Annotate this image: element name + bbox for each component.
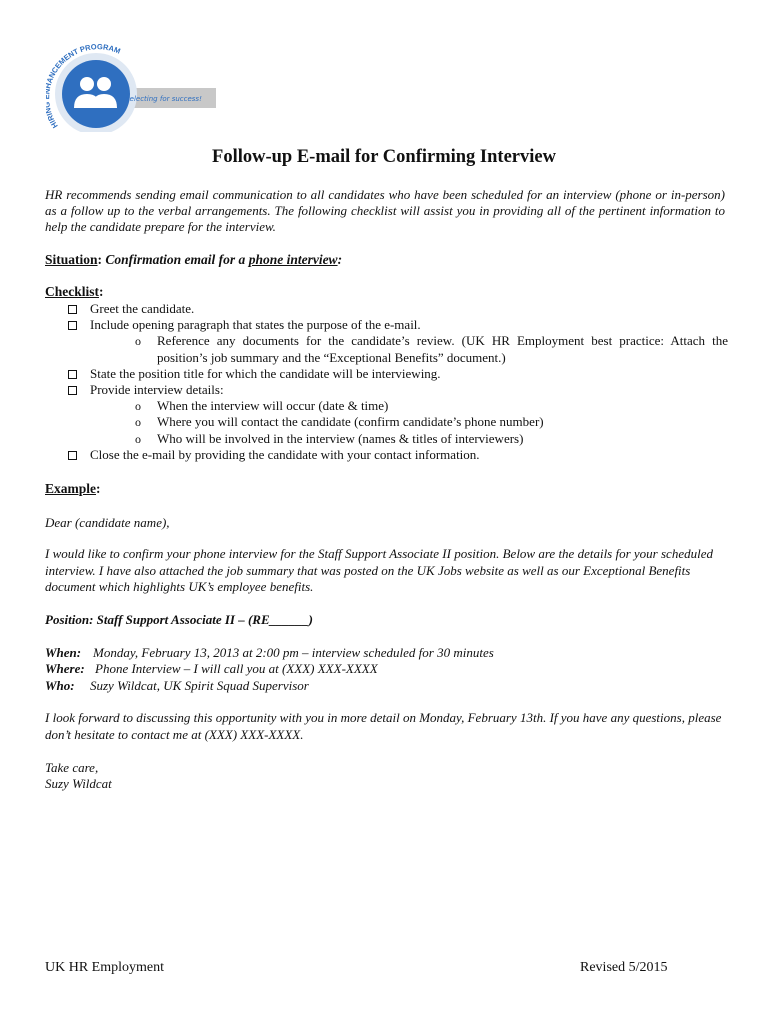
checklist-item: Greet the candidate.: [68, 301, 728, 317]
letter-signoff: Take care,: [45, 760, 99, 775]
checkbox-icon: [68, 370, 77, 379]
situation-label: Situation: [45, 252, 98, 267]
situation-text: Confirmation email for a: [105, 252, 249, 267]
checkbox-icon: [68, 305, 77, 314]
page-title: Follow-up E-mail for Confirming Interview: [212, 147, 556, 167]
situation-colon: :: [337, 252, 343, 267]
example-heading: Example:: [45, 481, 101, 496]
checklist-subitem: o When the interview will occur (date & time): [135, 398, 389, 414]
intro-paragraph: HR recommends sending email communication to all candidates who have been scheduled for an interview (phone or in-person) as a follow up to the verbal arrangements. The following checklist will assist you in providing all of the pertinent information to help the candidate prepare for the interview.: [45, 187, 725, 234]
letter-position: Position: Staff Support Associate II – (RE______): [45, 612, 313, 627]
letter-where: Where: Phone Interview – I will call you at (XXX) XXX-XXXX: [45, 661, 378, 676]
hiring-enhancement-program-logo: [46, 44, 218, 132]
footer-left: UK HR Employment: [45, 960, 164, 975]
checklist-item: Close the e-mail by providing the candidate with your contact information.: [68, 447, 728, 463]
checklist-item: Provide interview details: o When the interview will occur (date & time) o Where you will contact the candidate (confirm candidate’s phone number) o Who will be involved in the interview (names & titles of interviewers): [68, 382, 728, 447]
svg-text:selecting for success!: selecting for success!: [126, 95, 202, 103]
checklist-item: Include opening paragraph that states the purpose of the e-mail. o Reference any documents for the candidate’s review. (UK HR Employment best practice: Attach the position’s job summary and the “Exceptional Benefits” document.): [68, 317, 728, 366]
letter-signature: Suzy Wildcat: [45, 776, 112, 791]
bullet-icon: o: [135, 431, 141, 446]
checklist-subitem: o Where you will contact the candidate (confirm candidate’s phone number): [135, 414, 544, 430]
checklist-heading: Checklist:: [45, 284, 104, 299]
bullet-icon: o: [135, 415, 141, 430]
checklist-subitem: o Reference any documents for the candidate’s review. (UK HR Employment best practice: Attach the position’s job summary and the “Exceptional Benefits” document.): [135, 333, 728, 365]
svg-text:HIRING ENHANCEMENT PROGRAM: HIR NCEMENT PROGRAM: [46, 44, 122, 130]
checkbox-icon: [68, 321, 77, 330]
checklist-subitem: o Who will be involved in the interview (names & titles of interviewers): [135, 430, 524, 446]
letter-greeting: Dear (candidate name),: [45, 515, 170, 530]
letter-who: Who: Suzy Wildcat, UK Spirit Squad Supervisor: [45, 678, 309, 693]
checklist-item: State the position title for which the candidate will be interviewing.: [68, 366, 728, 382]
letter-when: When: Monday, February 13, 2013 at 2:00 pm – interview scheduled for 30 minutes: [45, 645, 494, 660]
footer-right: Revised 5/2015: [580, 960, 668, 975]
situation-underlined: phone interview: [248, 252, 338, 267]
checklist: [68, 301, 728, 463]
checkbox-icon: [68, 451, 77, 460]
checkbox-icon: [68, 386, 77, 395]
situation-line: Situation: Confirmation email for a phone interview:: [45, 252, 343, 267]
letter-body: I would like to confirm your phone interview for the Staff Support Associate II position. Below are the details for your scheduled interview. I have also attached the job summary that was posted on the UK Jobs website as well as our Exceptional Benefits document which highlights UK’s employee benefits.: [45, 546, 713, 594]
letter-closing: I look forward to discussing this opportunity with you in more detail on Monday, February 13th. If you have any questions, please don’t hesitate to contact me at (XXX) XXX-XXXX.: [45, 710, 722, 742]
bullet-icon: o: [135, 334, 141, 349]
bullet-icon: o: [135, 399, 141, 414]
